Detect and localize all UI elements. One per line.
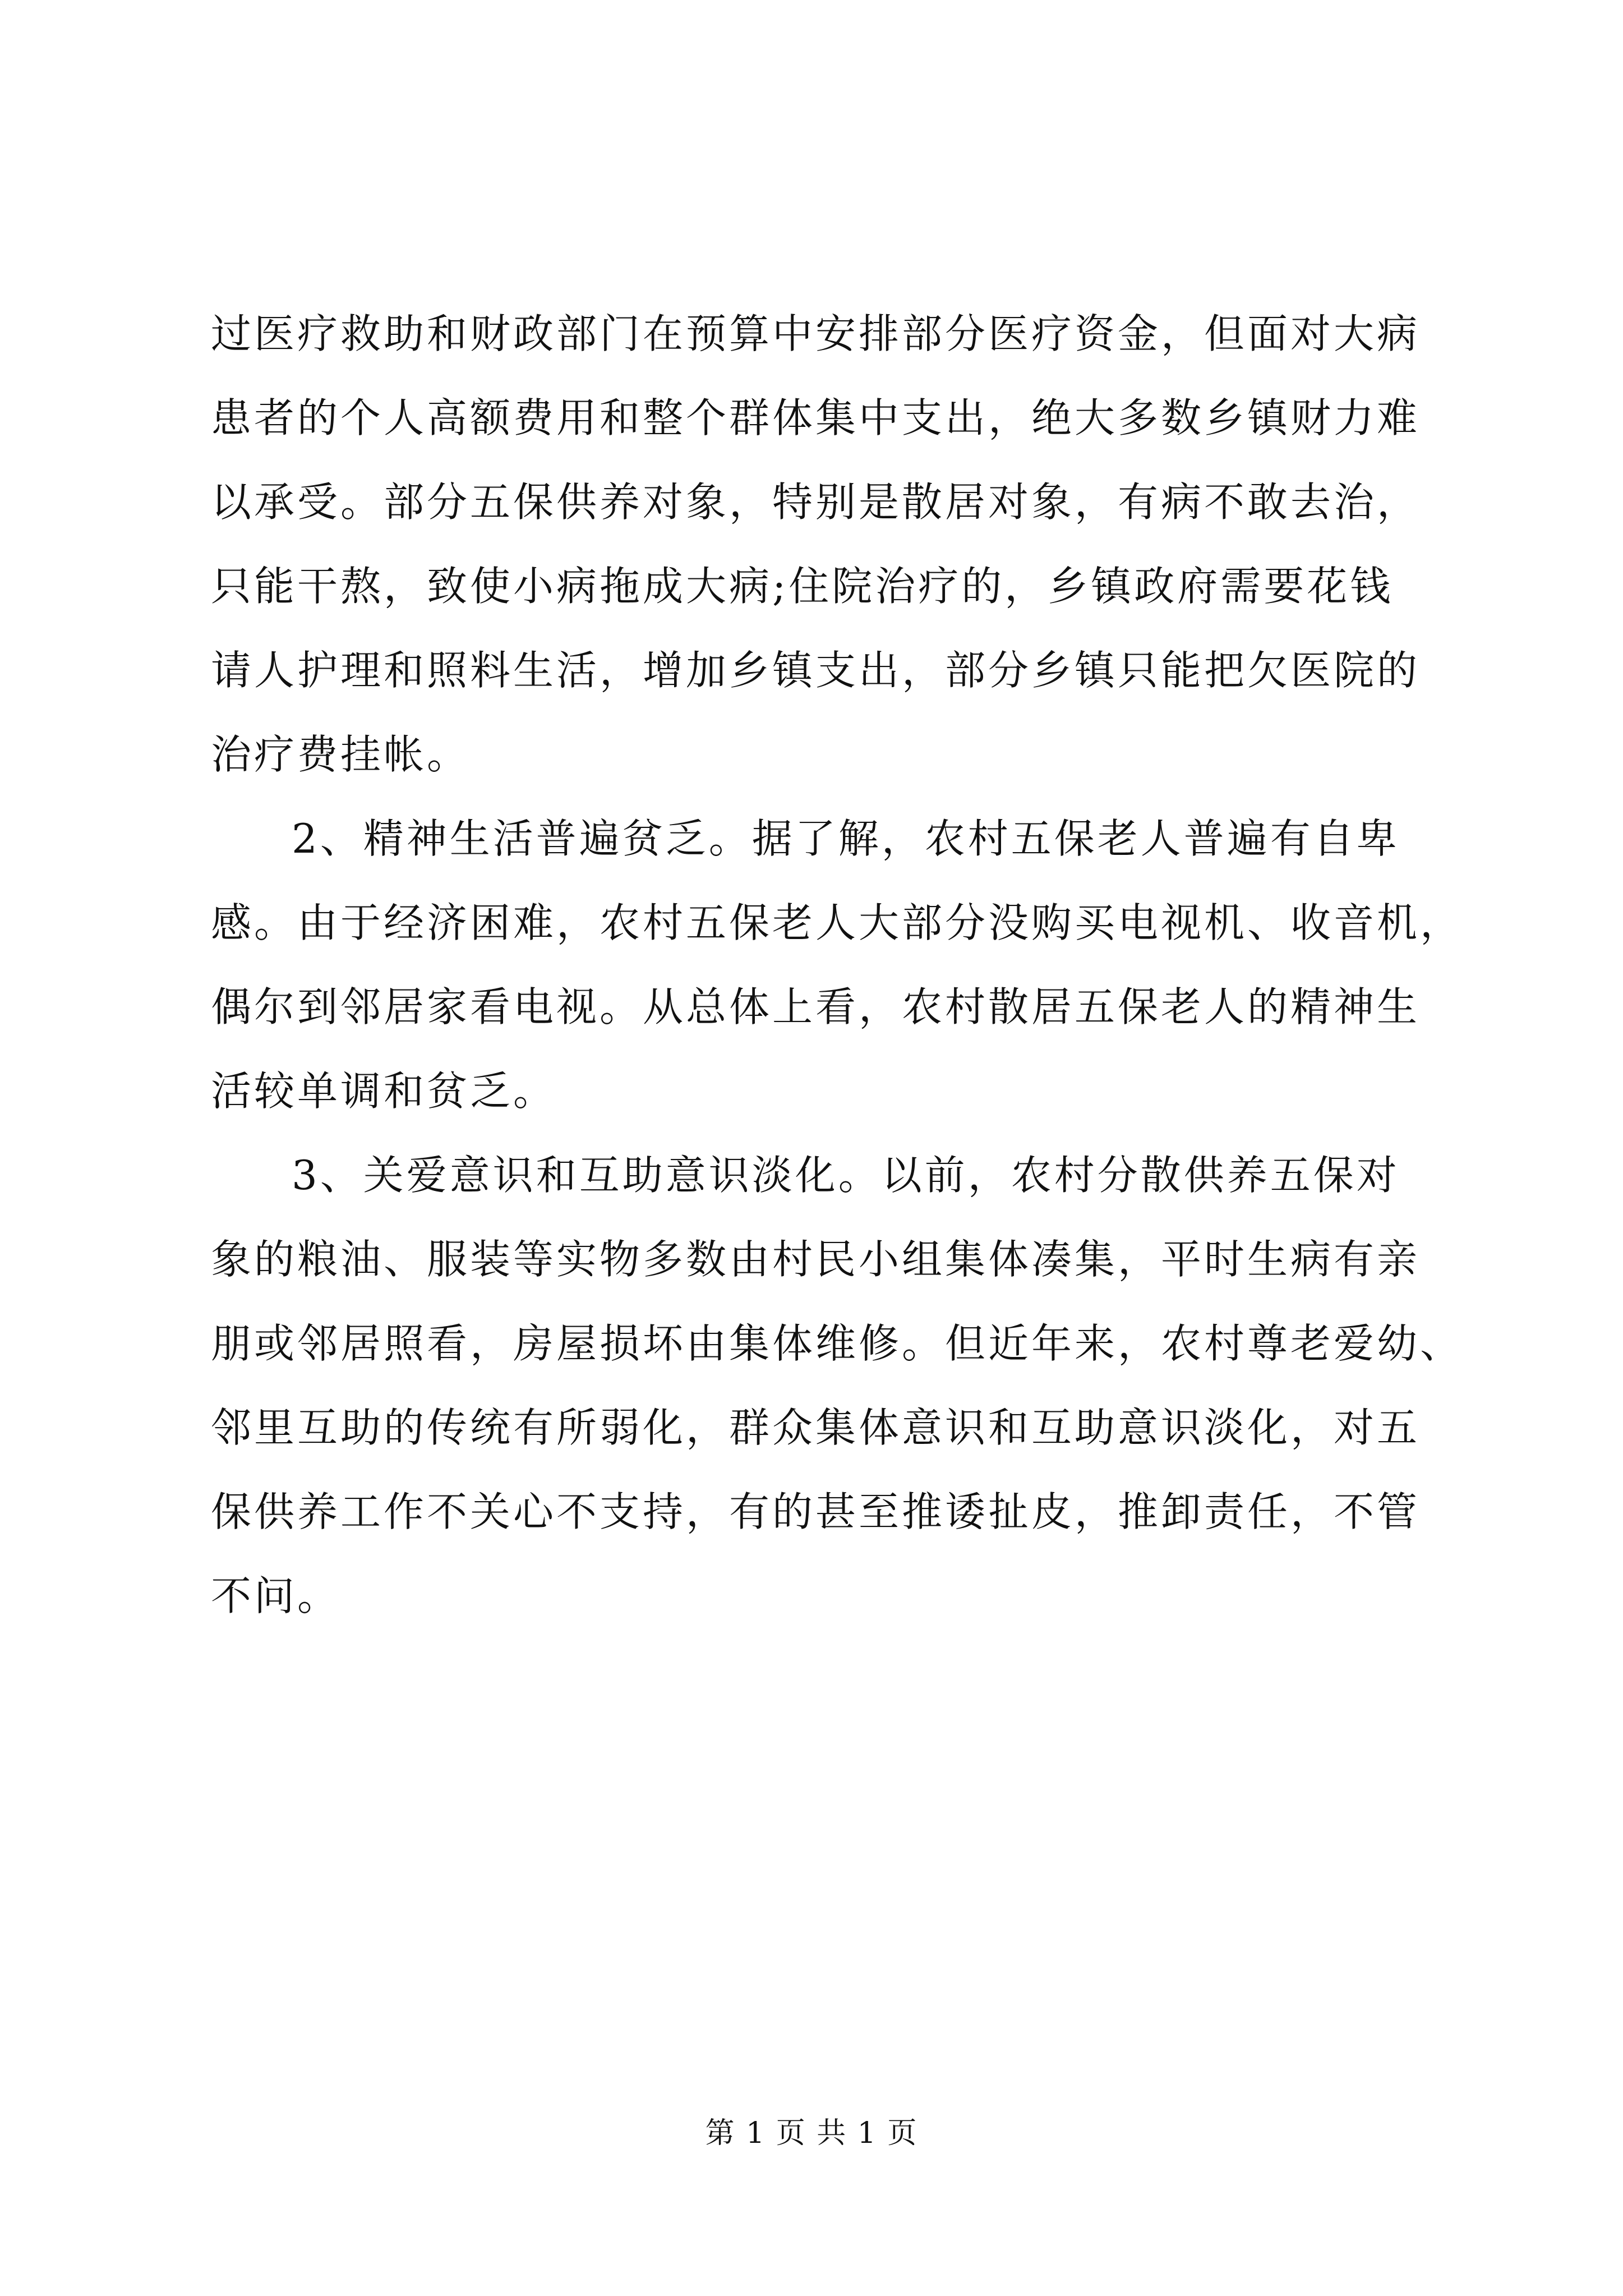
text-line: 只能干熬，致使小病拖成大病;住院治疗的，乡镇政府需要花钱 (211, 563, 1394, 610)
paragraph-2 (211, 797, 1464, 1133)
text-line: 象的粮油、服装等实物多数由村民小组集体凑集，平时生病有亲 (211, 1236, 1421, 1283)
text-line: 请人护理和照料生活，增加乡镇支出，部分乡镇只能把欠医院的 (211, 647, 1421, 694)
text-line: 以承受。部分五保供养对象，特别是散居对象，有病不敢去治， (211, 478, 1421, 526)
text-line: 感。由于经济困难，农村五保老人大部分没购买电视机、收音机， (211, 899, 1464, 946)
text-line: 活较单调和贫乏。 (211, 1068, 557, 1115)
paragraph-3 (211, 1133, 1464, 1638)
text-line: 患者的个人高额费用和整个群体集中支出，绝大多数乡镇财力难 (211, 394, 1421, 441)
text-line: 邻里互助的传统有所弱化，群众集体意识和互助意识淡化，对五 (211, 1404, 1421, 1451)
text-line: 偶尔到邻居家看电视。从总体上看，农村散居五保老人的精神生 (211, 983, 1421, 1030)
text-line: 不问。 (211, 1572, 341, 1619)
text-line: 3、关爱意识和互助意识淡化。以前，农村分散供养五保对 (292, 1152, 1400, 1199)
text-line: 保供养工作不关心不支持，有的甚至推诿扯皮，推卸责任，不管 (211, 1488, 1421, 1535)
page-number-footer: 第 1 页 共 1 页 (705, 2116, 918, 2150)
paragraph-1 (211, 292, 1421, 797)
text-line: 过医疗救助和财政部门在预算中安排部分医疗资金，但面对大病 (211, 310, 1421, 357)
text-line: 朋或邻居照看，房屋损坏由集体维修。但近年来，农村尊老爱幼、 (211, 1320, 1464, 1367)
text-line: 2、精神生活普遍贫乏。据了解，农村五保老人普遍有自卑 (292, 815, 1400, 862)
document-body (211, 292, 1464, 1638)
text-line: 治疗费挂帐。 (211, 731, 471, 778)
